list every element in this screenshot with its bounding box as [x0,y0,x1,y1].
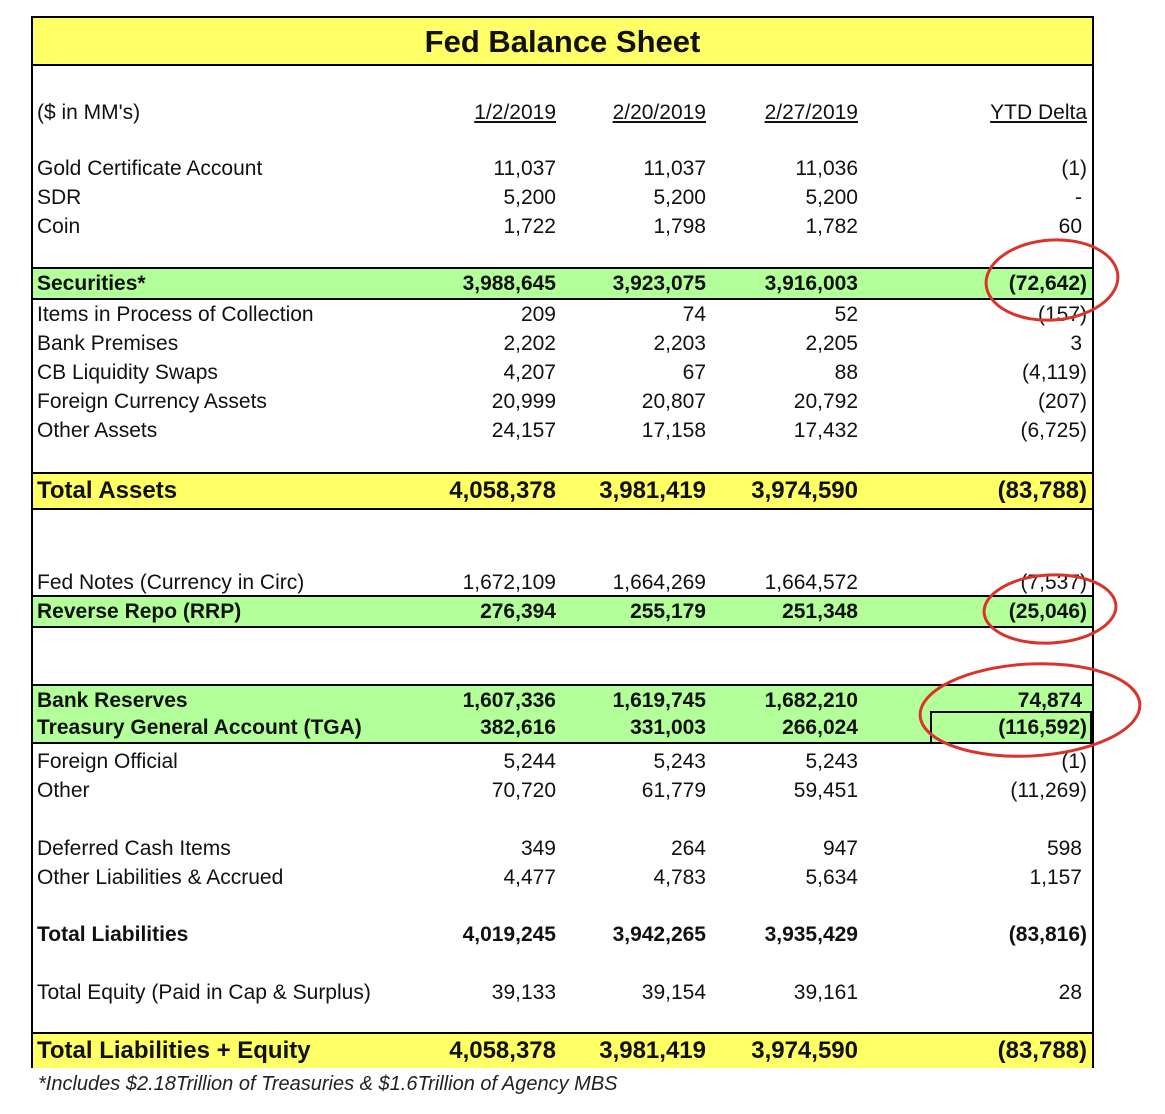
table-row [33,776,1092,805]
row-value: 3,981,419 [599,1037,706,1064]
row-value: 4,477 [503,866,556,889]
row-value: 349 [520,837,556,860]
header-row [33,98,1092,127]
row-value: 3,916,003 [764,272,858,295]
row-value: 1,722 [503,215,556,238]
row-value: 3,942,265 [612,923,706,946]
row-value: 3,974,590 [751,477,858,504]
sheet-title: Fed Balance Sheet [33,18,1092,66]
row-label: Bank Premises [37,332,179,355]
row-value: 5,243 [805,750,858,773]
table-row-highlight [33,684,1092,715]
row-value: 11,037 [643,157,706,180]
table-row [33,747,1092,776]
row-value: 1,798 [653,215,706,238]
row-value: 598 [1046,837,1082,860]
row-label: Gold Certificate Account [37,157,263,180]
row-label: Securities* [37,272,146,295]
footnote: *Includes $2.18Trillion of Treasuries & $1.6Trillion of Agency MBS [38,1073,618,1095]
table-row [33,212,1092,241]
row-label: SDR [37,186,82,209]
row-value: 3,923,075 [612,272,706,295]
table-row [33,568,1092,597]
row-label: Bank Reserves [37,689,188,712]
table-row-highlight [33,713,1092,744]
row-value: (157) [1037,303,1087,326]
row-value: 20,792 [793,390,858,413]
row-label: Treasury General Account (TGA) [37,716,362,739]
balance-sheet-table [31,16,1094,1068]
row-label: Other Assets [37,419,158,442]
row-value: 74,874 [1017,689,1082,712]
table-row [33,358,1092,387]
table-row-highlight [33,595,1092,628]
row-value: 4,019,245 [462,923,556,946]
col-header-4: YTD Delta [990,101,1087,124]
table-row [33,387,1092,416]
row-value: 4,207 [503,361,556,384]
table-row [33,863,1092,892]
row-value: 1,672,109 [462,571,556,594]
table-row [33,416,1092,445]
row-value: 4,058,378 [449,1037,556,1064]
row-value: 88 [834,361,858,384]
row-value: 17,432 [793,419,858,442]
row-value: 59,451 [793,779,858,802]
row-label: Deferred Cash Items [37,837,231,860]
row-label: Coin [37,215,81,238]
row-value: 2,203 [653,332,706,355]
table-row [33,978,1092,1007]
row-label: Fed Notes (Currency in Circ) [37,571,305,594]
row-value: 331,003 [630,716,706,739]
row-label: Other [37,779,90,802]
row-value: 5,244 [503,750,556,773]
row-label: Total Equity (Paid in Cap & Surplus) [37,981,371,1004]
row-value: 17,158 [641,419,706,442]
row-value: (116,592) [998,716,1087,739]
row-value: 52 [834,303,858,326]
row-value: (1) [1061,750,1087,773]
row-value: 5,200 [653,186,706,209]
row-value: 3,981,419 [599,477,706,504]
row-value: 5,200 [805,186,858,209]
row-value: 39,161 [793,981,858,1004]
col-header-2: 2/20/2019 [612,101,706,124]
row-label: CB Liquidity Swaps [37,361,218,384]
row-label: Foreign Currency Assets [37,390,267,413]
table-row [33,183,1092,212]
row-value: 209 [520,303,556,326]
row-value: 276,394 [480,600,556,623]
table-row [33,834,1092,863]
table-row [33,300,1092,329]
row-value: 5,634 [805,866,858,889]
row-value: 20,807 [641,390,706,413]
row-value: 3,988,645 [462,272,556,295]
row-value: 11,036 [795,157,858,180]
row-value: (72,642) [1008,272,1087,295]
row-value: 4,783 [653,866,706,889]
table-row [33,329,1092,358]
row-value: 39,154 [641,981,706,1004]
row-value: 4,058,378 [449,477,556,504]
row-value: 39,133 [491,981,556,1004]
row-value: 1,619,745 [612,689,706,712]
row-value: (207) [1037,390,1087,413]
row-value: (11,269) [1010,779,1087,802]
row-value: 5,200 [503,186,556,209]
row-value: 2,202 [503,332,556,355]
row-label: Total Assets [37,477,178,504]
row-value: 5,243 [653,750,706,773]
row-label: Foreign Official [37,750,178,773]
col-header-3: 2/27/2019 [764,101,858,124]
row-value: (83,788) [997,1037,1087,1064]
row-label: Reverse Repo (RRP) [37,600,242,623]
total-liabilities-equity-row [33,1032,1092,1068]
col-header-1: 1/2/2019 [474,101,556,124]
total-assets-row [33,472,1092,510]
row-value: 67 [682,361,706,384]
units-label: ($ in MM's) [37,101,141,124]
row-value: 947 [822,837,858,860]
row-label: Total Liabilities + Equity [37,1037,311,1064]
row-value: 255,179 [630,600,706,623]
row-value: 24,157 [491,419,556,442]
row-value: 28 [1058,981,1082,1004]
row-value: 1,664,269 [612,571,706,594]
row-label: Other Liabilities & Accrued [37,866,284,889]
row-value: 3 [1070,332,1082,355]
row-value: 74 [682,303,706,326]
row-value: 251,348 [782,600,858,623]
row-value: (6,725) [1020,419,1087,442]
row-value: (4,119) [1022,361,1087,384]
row-value: 3,974,590 [751,1037,858,1064]
row-value: (83,816) [1008,923,1087,946]
row-label: Items in Process of Collection [37,303,314,326]
row-value: 61,779 [641,779,706,802]
row-value: 1,682,210 [764,689,858,712]
table-row [33,154,1092,183]
row-value: 1,607,336 [462,689,556,712]
row-value: 3,935,429 [764,923,858,946]
row-value: 382,616 [480,716,556,739]
row-value: (83,788) [997,477,1087,504]
row-value: 70,720 [491,779,556,802]
row-value: 1,157 [1029,866,1082,889]
row-value: (1) [1061,157,1087,180]
row-value: 264 [670,837,706,860]
row-value: - [1075,186,1082,209]
row-value: 2,205 [805,332,858,355]
row-value: 20,999 [491,390,556,413]
row-value: 1,664,572 [764,571,858,594]
row-value: (7,537) [1020,571,1087,594]
table-row-highlight [33,267,1092,300]
total-liabilities-row [33,920,1092,949]
row-value: 1,782 [805,215,858,238]
row-label: Total Liabilities [37,923,189,946]
row-value: (25,046) [1008,600,1087,623]
row-value: 11,037 [493,157,556,180]
row-value: 266,024 [782,716,858,739]
row-value: 60 [1058,215,1082,238]
